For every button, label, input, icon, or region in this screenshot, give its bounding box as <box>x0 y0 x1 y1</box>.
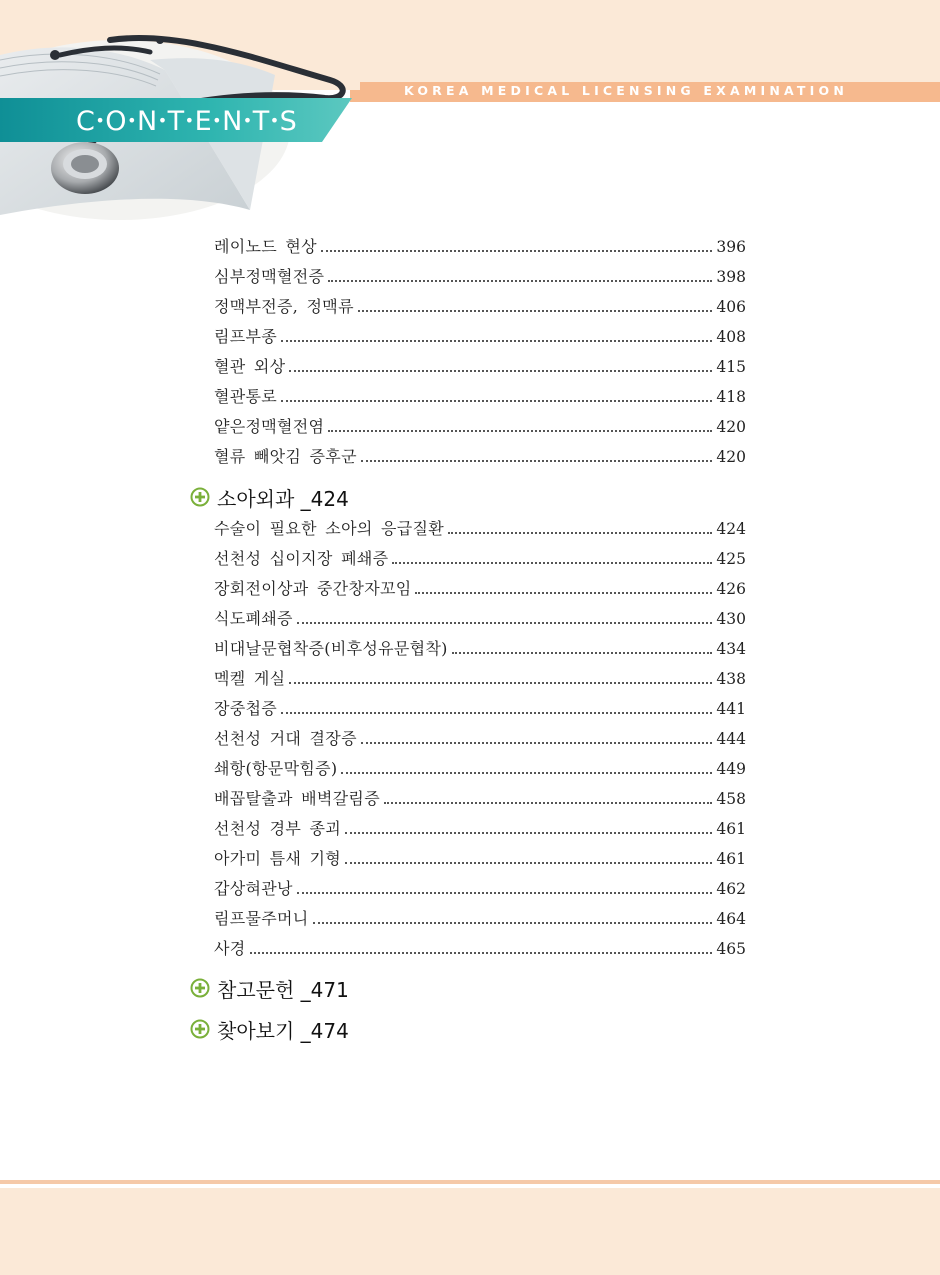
section-title: 소아외과 _424 <box>217 486 349 511</box>
toc-entry[interactable] <box>214 938 746 960</box>
toc-entry[interactable] <box>214 878 746 900</box>
bottom-band <box>0 1188 940 1275</box>
leader-dots <box>358 310 713 312</box>
leader-dots <box>392 562 712 564</box>
toc-entry-page: 434 <box>716 640 746 658</box>
toc-entry-page: 461 <box>716 850 746 868</box>
toc-entry[interactable] <box>214 728 746 750</box>
leader-dots <box>281 340 712 342</box>
toc-entry[interactable] <box>214 386 746 408</box>
section-title: 참고문헌 _471 <box>217 977 349 1002</box>
contents-title: C•O•N•T•E•N•T•S <box>76 106 298 137</box>
toc-entry-title: 얕은정맥혈전염 <box>214 417 325 436</box>
exam-title: KOREA MEDICAL LICENSING EXAMINATION <box>404 83 848 98</box>
toc-entry[interactable] <box>214 788 746 810</box>
toc-entry-title: 혈류 빼앗김 증후군 <box>214 447 357 466</box>
leader-dots <box>345 832 712 834</box>
toc-entry[interactable] <box>214 326 746 348</box>
toc-entry[interactable] <box>214 908 746 930</box>
toc-entry-title: 아가미 틈새 기형 <box>214 849 342 868</box>
toc-entry-title: 선천성 경부 종괴 <box>214 819 342 838</box>
toc-entry-page: 396 <box>716 238 746 256</box>
toc-entry[interactable] <box>214 416 746 438</box>
toc-entry-title: 정맥부전증, 정맥류 <box>214 297 354 316</box>
toc-entry[interactable] <box>214 266 746 288</box>
toc-entry-title: 레이노드 현상 <box>214 237 317 256</box>
toc-entry[interactable] <box>214 446 746 468</box>
toc-entry[interactable] <box>214 578 746 600</box>
footer-rule <box>0 1180 940 1184</box>
toc-entry[interactable] <box>214 668 746 690</box>
section-heading-references[interactable] <box>190 975 349 1001</box>
toc-entry-page: 408 <box>716 328 746 346</box>
leader-dots <box>281 712 712 714</box>
toc-entry-title: 림프물주머니 <box>214 909 309 928</box>
toc-entry[interactable] <box>214 236 746 258</box>
header-bar <box>350 82 940 102</box>
toc-entry[interactable] <box>214 356 746 378</box>
toc-entry-title: 배꼽탈출과 배벽갈림증 <box>214 789 380 808</box>
toc-entry-title: 장회전이상과 중간창자꼬임 <box>214 579 412 598</box>
section-title: 찾아보기 _474 <box>217 1018 349 1043</box>
leader-dots <box>361 460 713 462</box>
leader-dots <box>328 280 712 282</box>
toc-entry-title: 선천성 십이지장 폐쇄증 <box>214 549 389 568</box>
toc-entry-page: 426 <box>716 580 746 598</box>
leader-dots <box>415 592 712 594</box>
plus-circle-icon <box>190 978 210 998</box>
toc-entry-page: 444 <box>716 730 746 748</box>
leader-dots <box>345 862 712 864</box>
leader-dots <box>321 250 712 252</box>
toc-entry-page: 461 <box>716 820 746 838</box>
toc-entry[interactable] <box>214 518 746 540</box>
toc-entry-page: 420 <box>716 448 746 466</box>
leader-dots <box>452 652 713 654</box>
toc-entry-page: 438 <box>716 670 746 688</box>
toc-entry[interactable] <box>214 608 746 630</box>
toc-entry-title: 사경 <box>214 939 246 958</box>
toc-entry-page: 425 <box>716 550 746 568</box>
toc-entry[interactable] <box>214 848 746 870</box>
toc-entry-page: 441 <box>716 700 746 718</box>
toc-entry-page: 449 <box>716 760 746 778</box>
leader-dots <box>341 772 712 774</box>
leader-dots <box>281 400 712 402</box>
toc-entry[interactable] <box>214 296 746 318</box>
toc-entry[interactable] <box>214 818 746 840</box>
toc-entry-page: 398 <box>716 268 746 286</box>
toc-entry-title: 심부정맥혈전증 <box>214 267 325 286</box>
leader-dots <box>361 742 713 744</box>
leader-dots <box>289 370 712 372</box>
toc-entry-title: 혈관 외상 <box>214 357 286 376</box>
toc-entry-page: 430 <box>716 610 746 628</box>
toc-entry-page: 458 <box>716 790 746 808</box>
leader-dots <box>313 922 713 924</box>
plus-circle-icon <box>190 487 210 507</box>
toc-entry[interactable] <box>214 758 746 780</box>
leader-dots <box>297 622 713 624</box>
toc-entry[interactable] <box>214 638 746 660</box>
leader-dots <box>289 682 712 684</box>
toc-entry-page: 418 <box>716 388 746 406</box>
toc-entry-page: 464 <box>716 910 746 928</box>
toc-entry-page: 420 <box>716 418 746 436</box>
toc-entry-page: 406 <box>716 298 746 316</box>
leader-dots <box>384 802 712 804</box>
toc-entry-title: 수술이 필요한 소아의 응급질환 <box>214 519 444 538</box>
section-heading-pediatric[interactable] <box>190 484 349 510</box>
toc-entry[interactable] <box>214 548 746 570</box>
toc-entry-page: 424 <box>716 520 746 538</box>
leader-dots <box>297 892 713 894</box>
leader-dots <box>448 532 712 534</box>
toc-entry-title: 혈관통로 <box>214 387 278 406</box>
toc-entry-title: 갑상혀관낭 <box>214 879 293 898</box>
toc-entry-title: 멕켈 게실 <box>214 669 286 688</box>
toc-entry-page: 462 <box>716 880 746 898</box>
toc-entry-title: 식도폐쇄증 <box>214 609 293 628</box>
toc-entry-page: 415 <box>716 358 746 376</box>
toc-entry-title: 비대날문협착증(비후성유문협착) <box>214 639 448 658</box>
toc-entry[interactable] <box>214 698 746 720</box>
toc-entry-page: 465 <box>716 940 746 958</box>
toc-entry-title: 림프부종 <box>214 327 278 346</box>
leader-dots <box>250 952 713 954</box>
toc-entry-title: 장중첩증 <box>214 699 278 718</box>
toc-entry-title: 선천성 거대 결장증 <box>214 729 357 748</box>
section-heading-index[interactable] <box>190 1016 349 1042</box>
plus-circle-icon <box>190 1019 210 1039</box>
leader-dots <box>328 430 712 432</box>
toc-entry-title: 쇄항(항문막힘증) <box>214 759 338 778</box>
